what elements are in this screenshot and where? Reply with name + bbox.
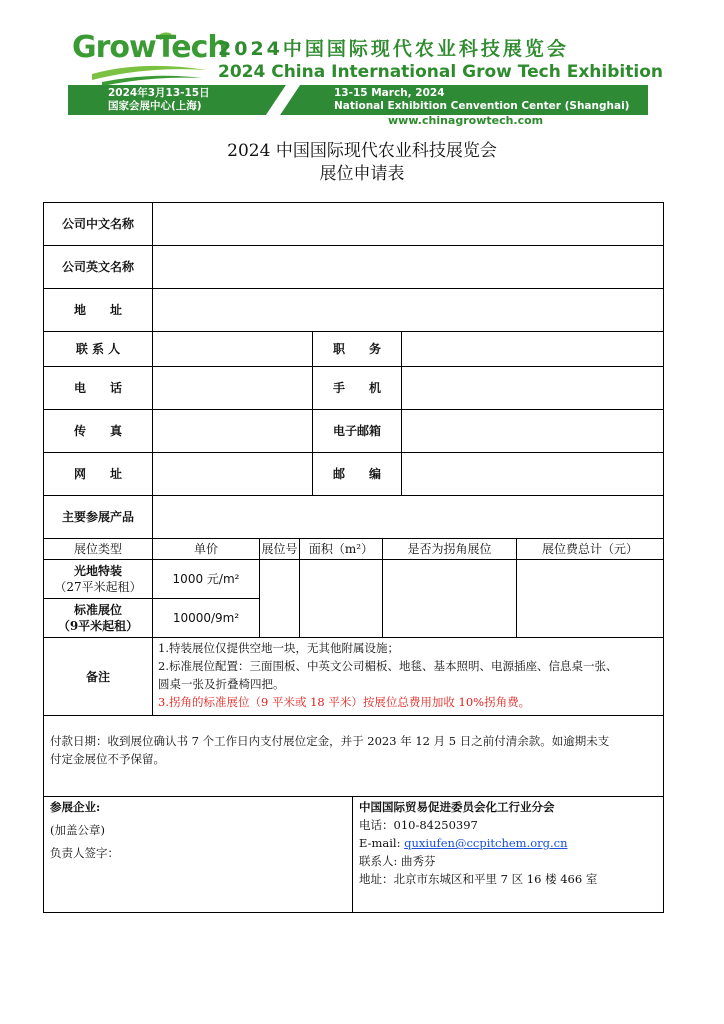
- mobile-field[interactable]: [402, 367, 663, 409]
- stamp-label: (加盖公章): [50, 823, 105, 837]
- company-en-field[interactable]: [153, 246, 663, 288]
- venue-cn: 国家会展中心(上海): [108, 100, 202, 112]
- date-en: 13-15 March, 2024: [334, 87, 445, 99]
- booth-number-field[interactable]: [260, 560, 299, 637]
- phone-label: 电 话: [73, 381, 122, 395]
- website-link[interactable]: www.chinagrowtech.com: [388, 114, 544, 127]
- date-venue-band: [68, 85, 648, 115]
- address-label: 地 址: [73, 303, 122, 317]
- payment-terms-cont: 付定金展位不予保留。: [50, 752, 165, 766]
- position-label: 职 务: [332, 342, 381, 356]
- products-field[interactable]: [153, 496, 663, 538]
- website-label: 网 址: [73, 467, 122, 481]
- postcode-label: 邮 编: [332, 467, 381, 481]
- booth-header-total: 展位费总计（元）: [541, 542, 638, 556]
- booth-header-type: 展位类型: [73, 542, 122, 556]
- date-cn: 2024年3月13-15日: [108, 87, 210, 99]
- email-label: 电子邮箱: [332, 424, 381, 438]
- organizer-phone: 电话：010-84250397: [359, 818, 478, 832]
- booth-total-field[interactable]: [517, 560, 663, 637]
- booth-header-price: 单价: [193, 542, 218, 556]
- booth-header-area: 面积（m²）: [308, 542, 374, 556]
- booth-area-field[interactable]: [300, 560, 382, 637]
- email-field[interactable]: [402, 410, 663, 452]
- logo-text: GrowTech: [72, 30, 228, 65]
- booth-application-form: [43, 202, 664, 913]
- website-field[interactable]: [153, 453, 312, 495]
- remark-1: 1.特装展位仅提供空地一块，无其他附属设施；: [158, 641, 399, 655]
- booth-type-name: 光地特装: [73, 564, 122, 578]
- booth-type-note: （9平米起租）: [57, 619, 139, 633]
- fax-label: 传 真: [73, 424, 122, 438]
- booth-header-corner: 是否为拐角展位: [407, 542, 492, 556]
- signature-field[interactable]: [44, 862, 352, 912]
- booth-type-raw-space: [44, 560, 152, 598]
- booth-header-number: 展位号: [261, 542, 298, 556]
- remark-3: 3.拐角的标准展位（9 平米或 18 平米）按展位总费用加收 10%拐角费。: [158, 695, 531, 709]
- remark-2: 2.标准展位配置：三面围板、中英文公司楣板、地毯、基本照明、电源插座、信息桌一张、: [158, 659, 618, 673]
- organizer-name: 中国国际贸易促进委员会化工行业分会: [359, 800, 555, 814]
- mobile-label: 手 机: [332, 381, 381, 395]
- exhibitor-label: 参展企业:: [50, 800, 101, 814]
- company-en-label: 公司英文名称: [61, 260, 134, 274]
- venue-en: National Exhibition Cenvention Center (Shanghai): [334, 100, 630, 112]
- organizer-email-label: E-mail:: [359, 836, 401, 850]
- company-cn-label: 公司中文名称: [61, 217, 134, 231]
- company-cn-field[interactable]: [153, 203, 663, 245]
- booth-type-standard: [44, 599, 152, 637]
- contact-label: 联 系 人: [75, 342, 121, 356]
- page-title: 2024 中国国际现代农业科技展览会: [227, 141, 497, 161]
- payment-terms: 付款日期：收到展位确认书 7 个工作日内支付展位定金，并于 2023 年 12 月 5 日之前付清余款。如逾期未支: [50, 734, 610, 748]
- position-field[interactable]: [402, 332, 663, 366]
- exhibition-title-cn: 2024中国国际现代农业科技展览会: [218, 38, 569, 60]
- organizer-email-link[interactable]: quxiufen@ccpitchem.org.cn: [404, 836, 568, 850]
- products-label: 主要参展产品: [61, 510, 134, 524]
- booth-type-note: （27平米起租）: [54, 580, 142, 594]
- booth-price-raw-space: 1000 元/m²: [172, 572, 240, 586]
- fax-field[interactable]: [153, 410, 312, 452]
- organizer-address: 地址：北京市东城区和平里 7 区 16 楼 466 室: [359, 872, 598, 886]
- growtech-logo: [72, 30, 228, 86]
- phone-field[interactable]: [153, 367, 312, 409]
- remarks-label: 备注: [85, 669, 110, 684]
- signature-label: 负责人签字：: [50, 846, 119, 860]
- booth-type-name: 标准展位: [73, 603, 122, 617]
- booth-corner-field[interactable]: [383, 560, 516, 637]
- contact-field[interactable]: [153, 332, 312, 366]
- address-field[interactable]: [153, 289, 663, 331]
- booth-price-standard: 10000/9m²: [172, 611, 240, 625]
- remark-2-cont: 圆桌一张及折叠椅四把。: [158, 677, 285, 691]
- organizer-contact: 联系人: 曲秀芬: [359, 854, 436, 868]
- exhibition-title-en: 2024 China International Grow Tech Exhibition: [218, 62, 663, 82]
- organizer-email-row: [359, 834, 568, 852]
- page-subtitle: 展位申请表: [319, 164, 405, 184]
- postcode-field[interactable]: [402, 453, 663, 495]
